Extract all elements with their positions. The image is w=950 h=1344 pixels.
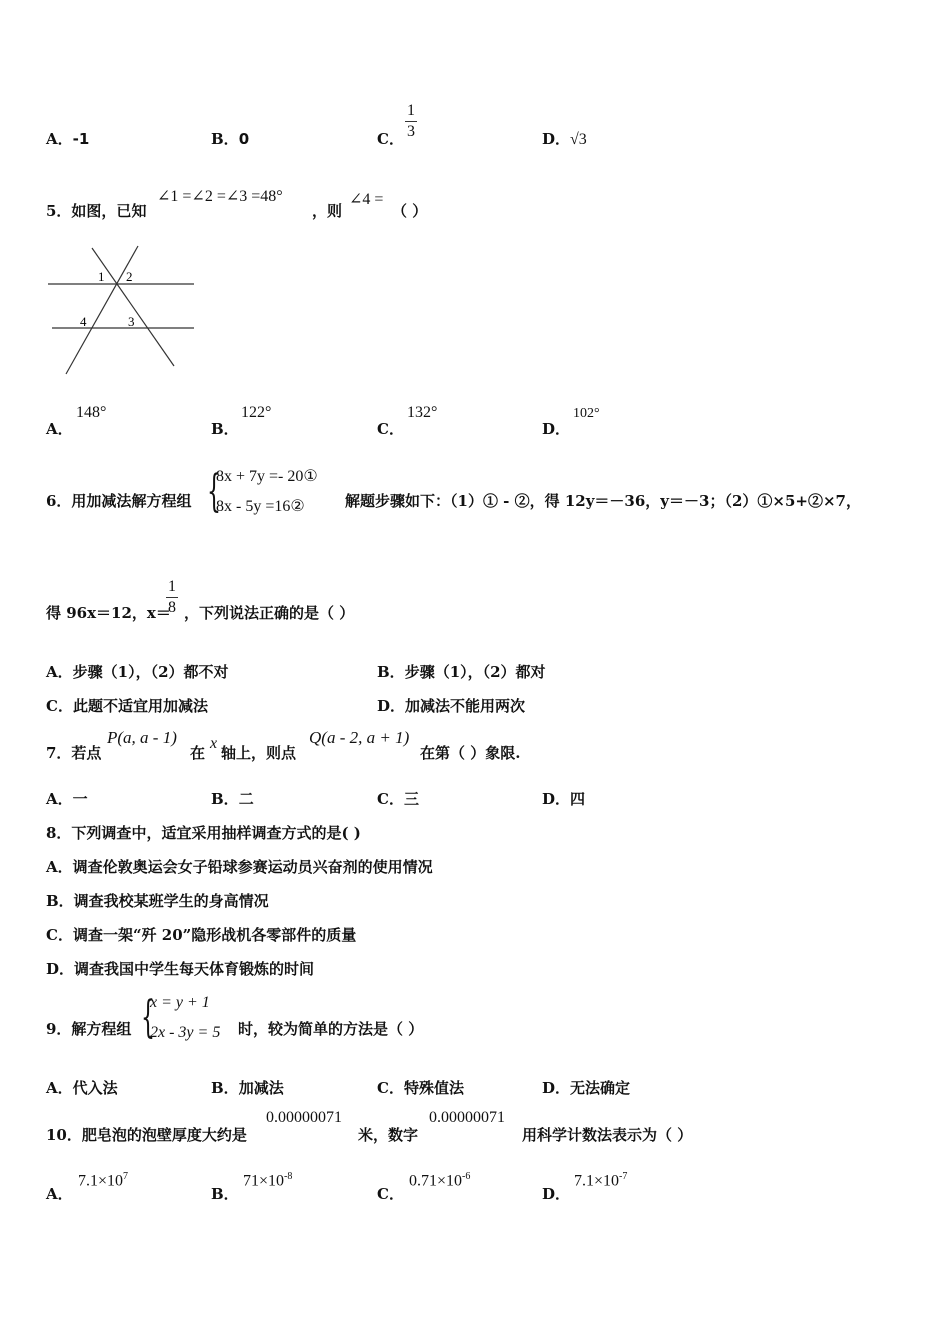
q8-option-c[interactable]: C．调查一架“歼 20”隐形战机各零部件的质量 (46, 926, 357, 944)
q5-option-a[interactable]: A． (46, 420, 73, 438)
q6-option-a[interactable]: A．步骤（1），（2）都不对 (46, 663, 229, 681)
q9-eq2: 2x - 3y = 5 (150, 1024, 221, 1041)
q6-eq1: 8x + 7y =- 20① (216, 468, 318, 485)
q8-option-d[interactable]: D．调查我国中学生每天体育锻炼的时间 (46, 960, 315, 978)
q10-option-a[interactable]: A． (46, 1185, 73, 1203)
q5-option-a-value: 148° (76, 404, 107, 421)
q9-option-c[interactable]: C．特殊值法 (377, 1079, 464, 1097)
q10-option-c[interactable]: C． (377, 1185, 404, 1203)
q5-option-b[interactable]: B． (211, 420, 239, 438)
q5-paren: （ ） (392, 202, 428, 220)
q8-option-a[interactable]: A．调查伦敦奥运会女子铅球参赛运动员兴奋剂的使用情况 (46, 858, 433, 876)
q5-option-c-value: 132° (407, 404, 438, 421)
q7-point-q: Q(a - 2, a + 1) (309, 728, 410, 747)
q4-option-a[interactable]: A．-1 (46, 130, 90, 148)
q5-condition: ∠1 =∠2 =∠3 =48° (157, 188, 283, 205)
q7-axis: x (210, 735, 218, 752)
q9-suffix: 时，较为简单的方法是（ ） (238, 1020, 424, 1038)
q7-mid2: 轴上，则点 (221, 744, 297, 762)
q6-steps: 解题步骤如下：（1）① - ②，得 12y＝－36，y＝－3；（2）①×5+②×7， (345, 492, 861, 510)
q7-option-b[interactable]: B．二 (211, 790, 254, 808)
q6-x-fraction: $\frac{1}{8}$ (168, 578, 176, 616)
q10-suffix: 用科学计数法表示为（ ） (522, 1126, 693, 1144)
q9-option-d[interactable]: D．无法确定 (542, 1079, 631, 1097)
q5-prefix: 5．如图，已知 (46, 202, 147, 220)
q10-number-1: 0.00000071 (266, 1109, 342, 1126)
q9-equation-system (141, 988, 241, 1050)
q7-option-c[interactable]: C．三 (377, 790, 419, 808)
angle-label-1: 1 (98, 269, 105, 284)
q4-option-c[interactable]: C． (377, 130, 404, 148)
q9-prefix: 9．解方程组 (46, 1020, 132, 1038)
q7-option-a[interactable]: A．一 (46, 790, 88, 808)
q10-option-d[interactable]: D． (542, 1185, 571, 1203)
brace-icon: { (207, 466, 221, 517)
q5-ask: ∠4 = (349, 191, 384, 208)
q10-mid: 米，数字 (358, 1126, 419, 1144)
q8-stem: 8．下列调查中，适宜采用抽样调查方式的是( ) (46, 824, 361, 842)
q6-option-b[interactable]: B．步骤（1），（2）都对 (377, 663, 546, 681)
q7-point-p: P(a, a - 1) (107, 728, 177, 747)
q4-option-b[interactable]: B．0 (211, 130, 250, 148)
q7-prefix: 7．若点 (46, 744, 102, 762)
q7-mid1: 在 (190, 744, 206, 762)
q10-option-a-value: $7.1\times 10^7$ (78, 1171, 129, 1190)
q7-suffix: 在第（ ）象限. (420, 744, 521, 762)
transversal-left (66, 246, 138, 374)
q6-option-c[interactable]: C．此题不适宜用加减法 (46, 697, 208, 715)
angle-label-3: 3 (128, 314, 135, 329)
q9-eq1: x = y + 1 (150, 994, 210, 1011)
q4-option-d[interactable]: D．√3 (542, 130, 587, 148)
q4-option-c-fraction: $\frac{1}{3}$ (407, 102, 415, 140)
q6-prefix: 6．用加减法解方程组 (46, 492, 192, 510)
q5-figure (44, 240, 200, 380)
q5-option-b-value: 122° (241, 404, 272, 421)
q10-option-c-value: $0.71\times 10^{-6}$ (409, 1171, 471, 1190)
q9-option-a[interactable]: A．代入法 (46, 1079, 118, 1097)
q5-option-d-value: 102° (573, 406, 600, 421)
angle-label-2: 2 (126, 269, 133, 284)
q9-option-b[interactable]: B．加减法 (211, 1079, 284, 1097)
q6-option-d[interactable]: D．加减法不能用两次 (377, 697, 526, 715)
q10-prefix: 10．肥皂泡的泡壁厚度大约是 (46, 1126, 247, 1144)
angle-label-4: 4 (80, 314, 87, 329)
q5-option-c[interactable]: C． (377, 420, 404, 438)
q5-middle: ，则 (312, 202, 343, 220)
q8-option-b[interactable]: B．调查我校某班学生的身高情况 (46, 892, 269, 910)
q6-eq2: 8x - 5y =16② (216, 498, 305, 515)
q6-line2-suffix: ，下列说法正确的是（ ） (184, 604, 355, 622)
brace-icon: { (141, 992, 155, 1043)
q10-option-d-value: $7.1\times 10^{-7}$ (574, 1171, 628, 1190)
q5-option-d[interactable]: D． (542, 420, 571, 438)
q10-option-b-value: $71\times 10^{-8}$ (243, 1171, 293, 1190)
q10-number-2: 0.00000071 (429, 1109, 505, 1126)
q6-line2-prefix: 得 96x＝12，x＝ (46, 604, 171, 622)
q10-option-b[interactable]: B． (211, 1185, 239, 1203)
q6-equation-system (207, 462, 347, 524)
q7-option-d[interactable]: D．四 (542, 790, 586, 808)
